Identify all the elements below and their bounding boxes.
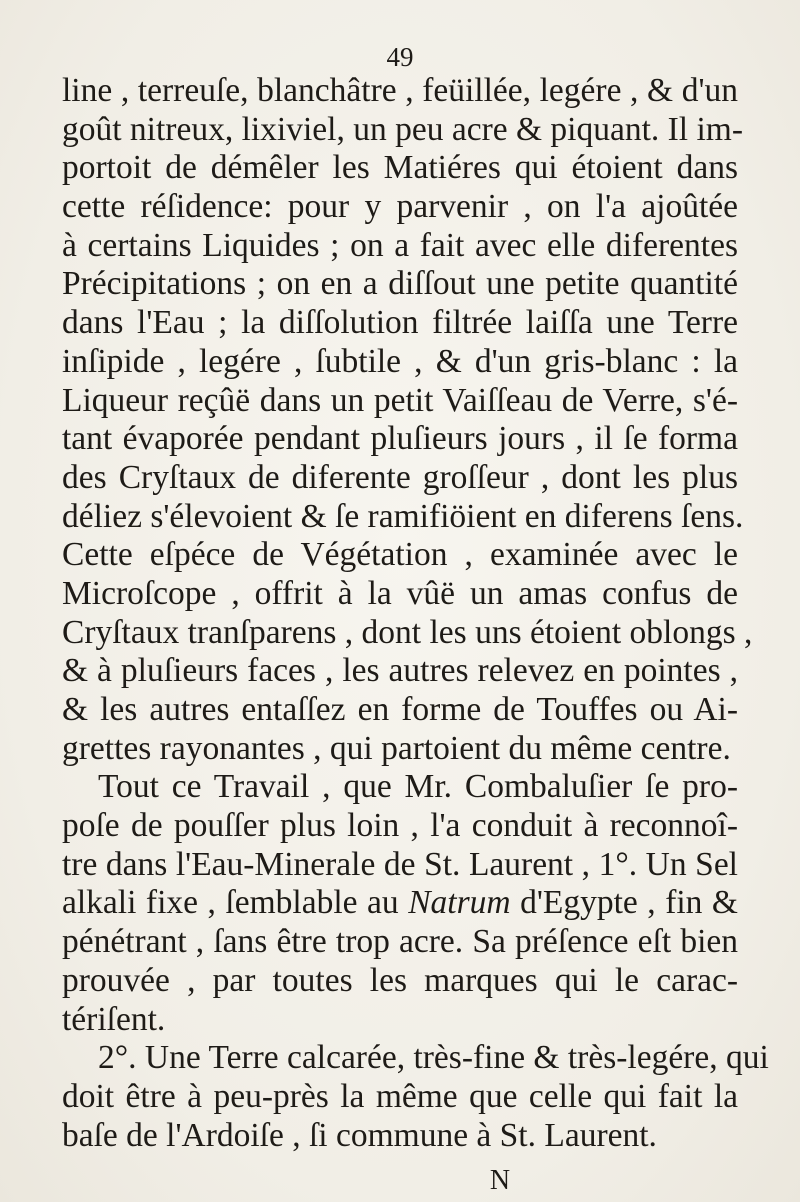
text-line: tant évaporée pendant pluſieurs jours , il ſe forma <box>62 420 738 458</box>
catchword-signature: N <box>489 1165 511 1196</box>
text-line: Précipitations ; on en a diſſout une petite quantité <box>62 265 738 303</box>
body-text <box>62 72 769 1155</box>
text-line: & les autres entaſſez en forme de Touffes ou Ai- <box>62 691 738 728</box>
text-line: Cryſtaux tranſparens , dont les uns étoient oblongs , <box>62 613 753 651</box>
text-line: prouvée , par toutes les marques qui le carac- <box>62 961 738 999</box>
text-line: poſe de pouſſer plus loin , l'a conduit à reconnoî- <box>62 807 738 845</box>
text-line: cette réſidence: pour y parvenir , on l'a ajoûtée <box>62 188 738 226</box>
text-line: line , terreuſe, blanchâtre , feüillée, legére , & d'un <box>62 72 738 109</box>
text-line: inſipide , legére , ſubtile , & d'un gris-blanc : la <box>62 342 738 380</box>
text-line: Liqueur reçûë dans un petit Vaiſſeau de Verre, s'é- <box>62 381 738 419</box>
text-line: goût nitreux, lixiviel, un peu acre & piquant. Il im- <box>62 110 744 148</box>
paragraph-start-line: Tout ce Travail , que Mr. Combaluſier ſe pro- <box>98 768 738 806</box>
text-line-with-italic <box>62 884 738 923</box>
text-line: Microſcope , offrit à la vûë un amas confus de <box>62 574 738 612</box>
text-line: tre dans l'Eau-Minerale de St. Laurent , 1°. Un Sel <box>62 845 738 883</box>
text-line: déliez s'élevoient & ſe ramifiöient en diferens ſens. <box>62 497 744 535</box>
text-line: baſe de l'Ardoiſe , ſi commune à St. Laurent. <box>62 1116 657 1154</box>
text-line: tériſent. <box>62 1000 166 1038</box>
page-number: 49 <box>386 42 414 72</box>
text-line: grettes rayonantes , qui partoient du même centre. <box>62 729 731 767</box>
text-line: portoit de démêler les Matiéres qui étoient dans <box>62 149 738 187</box>
text-line: Cette eſpéce de Végétation , examinée avec le <box>62 536 738 574</box>
text-line: dans l'Eau ; la diſſolution filtrée laiſſa une Terre <box>62 304 738 342</box>
italic-term: Natrum <box>408 884 511 922</box>
text-segment: d'Egypte , fin & <box>510 884 738 922</box>
text-segment: alkali fixe , ſemblable au <box>62 884 409 922</box>
text-line: doit être à peu-près la même que celle qui fait la <box>62 1077 738 1115</box>
paragraph-start-line: 2°. Une Terre calcarée, très-fine & très-legére, qui <box>98 1039 769 1077</box>
text-line: des Cryſtaux de diferente groſſeur , dont les plus <box>62 458 738 496</box>
text-line: pénétrant , ſans être trop acre. Sa préſence eſt bien <box>62 923 738 961</box>
text-line: & à pluſieurs faces , les autres relevez en pointes , <box>62 652 738 690</box>
text-line: à certains Liquides ; on a fait avec elle diferentes <box>62 226 738 264</box>
